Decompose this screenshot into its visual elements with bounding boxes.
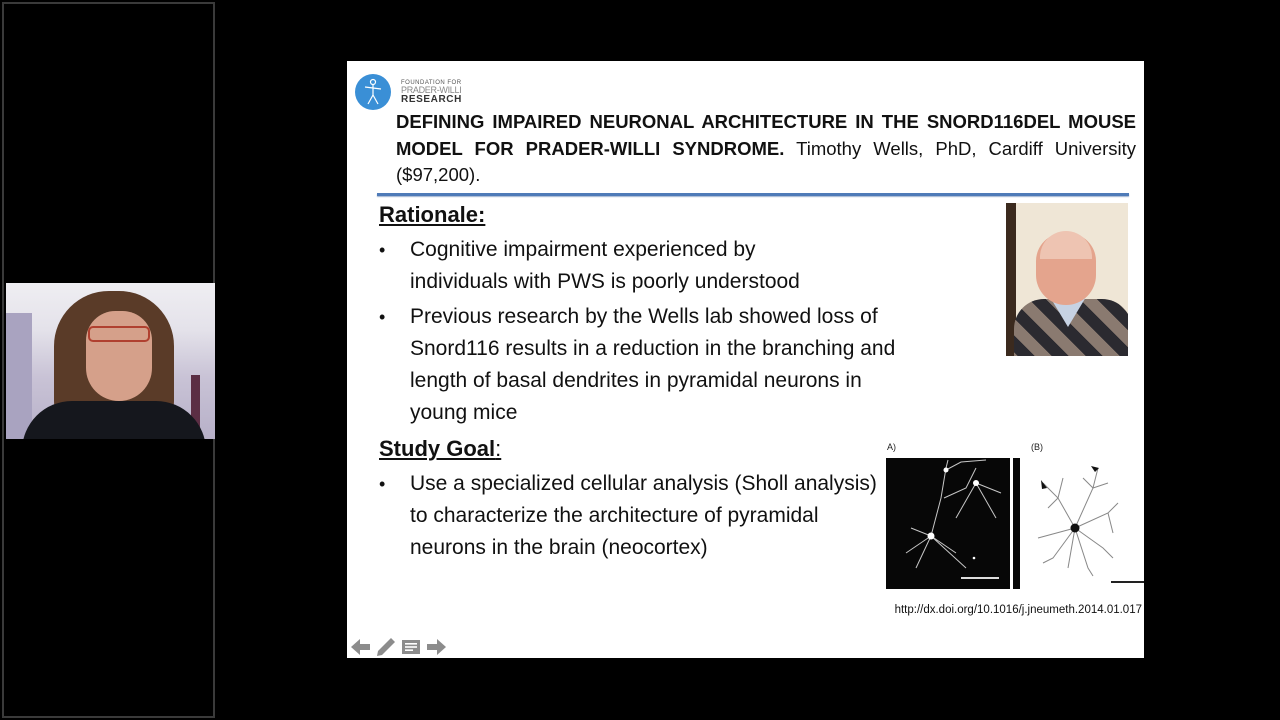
logo-line1: FOUNDATION FOR [401, 80, 462, 86]
slide-title [396, 109, 1136, 189]
study-goal-label: Study Goal [379, 436, 496, 461]
webcam-background [6, 313, 32, 439]
logo-line3: RESEARCH [401, 94, 462, 105]
rationale-bullet-1: • Cognitive impairment experienced by individuals with PWS is poorly understood [379, 234, 839, 298]
study-goal-colon: : [495, 436, 502, 461]
figure-label-a: A) [887, 442, 896, 452]
rationale-heading: Rationale: [379, 202, 486, 227]
speaker-face [86, 311, 152, 401]
neuron-tracing-image [1033, 458, 1123, 578]
tracing-scale-bar [1111, 581, 1144, 583]
neuron-micrograph-sidebar [1013, 458, 1020, 589]
rationale-bullet-2: • Previous research by the Wells lab showed loss of Snord116 results in a reduction in the branching and length of basal dendrites in pyramidal neurons in young mice [379, 301, 924, 429]
logo-text [401, 80, 462, 105]
fpwr-logo [355, 74, 467, 114]
video-panel [2, 2, 215, 718]
figure-label-b: (B) [1031, 442, 1043, 452]
citation-doi: http://dx.doi.org/10.1016/j.jneumeth.2014.01.017 [894, 604, 1142, 616]
next-slide-button[interactable] [425, 636, 447, 658]
neuron-micrograph-image [886, 458, 1010, 589]
portrait-scalp [1040, 231, 1092, 259]
logo-figure-icon [361, 78, 385, 106]
webcam-feed [6, 283, 215, 439]
study-goal-heading [379, 433, 919, 465]
title-divider [377, 193, 1129, 196]
slide-menu-button[interactable] [400, 636, 422, 658]
menu-icon [402, 640, 420, 654]
speaker-shirt [22, 401, 206, 439]
slide-body [379, 199, 919, 564]
presentation-slide [347, 61, 1144, 658]
pen-tool-button[interactable] [375, 636, 397, 658]
slide-nav-toolbar [350, 636, 447, 658]
arrow-right-icon [426, 639, 446, 655]
speaker-glasses [88, 326, 150, 342]
researcher-portrait [1006, 203, 1128, 356]
slide-title-author: Timothy Wells, PhD, Cardiff University ($97,200). [396, 137, 1136, 185]
logo-line2: PRADER-WILLI [401, 85, 462, 95]
slide-title-bold: DEFINING IMPAIRED NEURONAL ARCHITECTURE IN THE SNORD116DEL MOUSE MODEL FOR PRADER-WILLI SYNDROME. [396, 111, 1136, 159]
pen-icon [376, 637, 396, 657]
study-goal-bullet-1: • Use a specialized cellular analysis (Sholl analysis) to characterize the architecture of pyramidal neurons in the brain (neocortex) [379, 468, 889, 564]
prev-slide-button[interactable] [350, 636, 372, 658]
arrow-left-icon [351, 639, 371, 655]
